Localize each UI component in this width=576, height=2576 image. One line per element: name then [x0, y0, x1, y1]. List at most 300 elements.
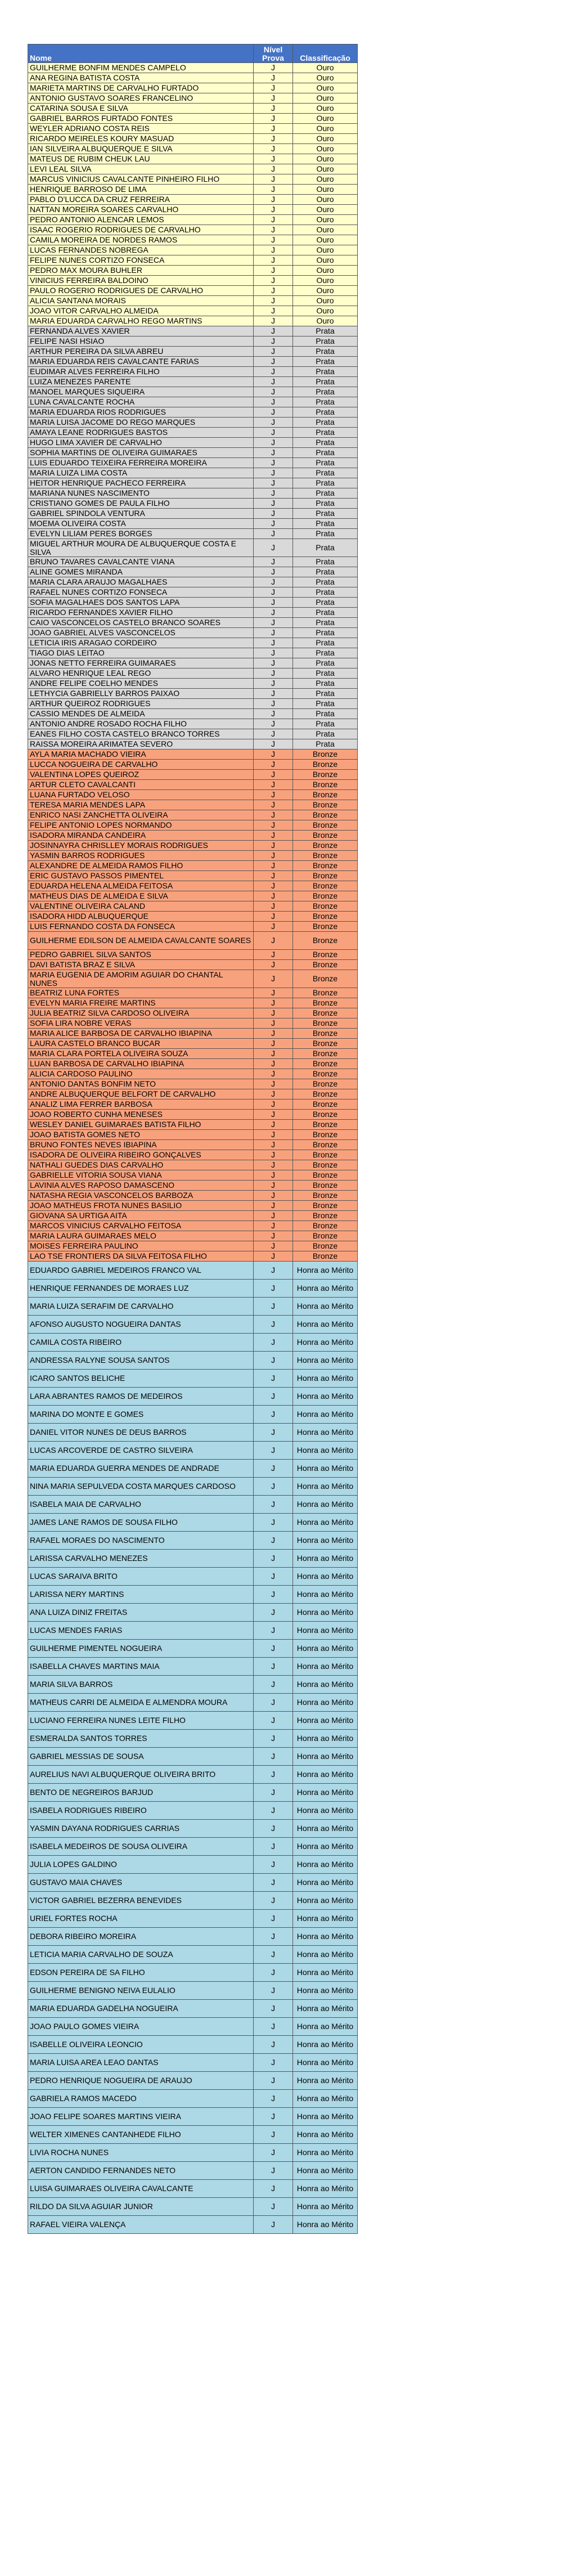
- level-cell[interactable]: J: [254, 266, 293, 276]
- classification-cell[interactable]: Ouro: [293, 93, 358, 104]
- classification-cell[interactable]: Prata: [293, 557, 358, 567]
- classification-cell[interactable]: Ouro: [293, 215, 358, 225]
- student-name-cell[interactable]: LARA ABRANTES RAMOS DE MEDEIROS: [28, 1388, 254, 1406]
- classification-cell[interactable]: Honra ao Mérito: [293, 1784, 358, 1802]
- level-cell[interactable]: J: [254, 638, 293, 648]
- student-name-cell[interactable]: RAFAEL NUNES CORTIZO FONSECA: [28, 587, 254, 598]
- level-cell[interactable]: J: [254, 1820, 293, 1838]
- level-cell[interactable]: J: [254, 618, 293, 628]
- level-cell[interactable]: J: [254, 63, 293, 73]
- student-name-cell[interactable]: CRISTIANO GOMES DE PAULA FILHO: [28, 499, 254, 509]
- classification-cell[interactable]: Prata: [293, 509, 358, 519]
- student-name-cell[interactable]: MANOEL MARQUES SIQUEIRA: [28, 387, 254, 397]
- classification-cell[interactable]: Prata: [293, 326, 358, 336]
- level-cell[interactable]: J: [254, 567, 293, 577]
- level-cell[interactable]: J: [254, 2162, 293, 2180]
- classification-cell[interactable]: Bronze: [293, 1150, 358, 1160]
- student-name-cell[interactable]: VALENTINA LOPES QUEIROZ: [28, 770, 254, 780]
- classification-cell[interactable]: Honra ao Mérito: [293, 1658, 358, 1676]
- level-cell[interactable]: J: [254, 1352, 293, 1370]
- level-cell[interactable]: J: [254, 719, 293, 729]
- student-name-cell[interactable]: ANTONIO DANTAS BONFIM NETO: [28, 1079, 254, 1089]
- classification-cell[interactable]: Honra ao Mérito: [293, 1766, 358, 1784]
- student-name-cell[interactable]: AURELIUS NAVI ALBUQUERQUE OLIVEIRA BRITO: [28, 1766, 254, 1784]
- student-name-cell[interactable]: MARIA ALICE BARBOSA DE CARVALHO IBIAPINA: [28, 1029, 254, 1039]
- student-name-cell[interactable]: CAIO VASCONCELOS CASTELO BRANCO SOARES: [28, 618, 254, 628]
- student-name-cell[interactable]: VALENTINE OLIVEIRA CALAND: [28, 901, 254, 912]
- student-name-cell[interactable]: YASMIN BARROS RODRIGUES: [28, 851, 254, 861]
- classification-cell[interactable]: Honra ao Mérito: [293, 1298, 358, 1316]
- classification-cell[interactable]: Honra ao Mérito: [293, 1406, 358, 1424]
- level-cell[interactable]: J: [254, 861, 293, 871]
- student-name-cell[interactable]: CATARINA SOUSA E SILVA: [28, 104, 254, 114]
- classification-cell[interactable]: Bronze: [293, 1049, 358, 1059]
- level-cell[interactable]: J: [254, 124, 293, 134]
- classification-cell[interactable]: Prata: [293, 628, 358, 638]
- classification-cell[interactable]: Honra ao Mérito: [293, 1640, 358, 1658]
- classification-cell[interactable]: Bronze: [293, 1201, 358, 1211]
- student-name-cell[interactable]: ICARO SANTOS BELICHE: [28, 1370, 254, 1388]
- level-cell[interactable]: J: [254, 1008, 293, 1018]
- level-cell[interactable]: J: [254, 1676, 293, 1694]
- classification-cell[interactable]: Bronze: [293, 891, 358, 901]
- student-name-cell[interactable]: WEYLER ADRIANO COSTA REIS: [28, 124, 254, 134]
- level-cell[interactable]: J: [254, 1622, 293, 1640]
- student-name-cell[interactable]: AERTON CANDIDO FERNANDES NETO: [28, 2162, 254, 2180]
- classification-cell[interactable]: Prata: [293, 336, 358, 347]
- level-cell[interactable]: J: [254, 164, 293, 174]
- student-name-cell[interactable]: EVELYN LILIAM PERES BORGES: [28, 529, 254, 539]
- student-name-cell[interactable]: MARIA SILVA BARROS: [28, 1676, 254, 1694]
- student-name-cell[interactable]: MARIA EDUARDA RIOS RODRIGUES: [28, 407, 254, 418]
- student-name-cell[interactable]: ISABELA RODRIGUES RIBEIRO: [28, 1802, 254, 1820]
- student-name-cell[interactable]: VINICIUS FERREIRA BALDOINO: [28, 276, 254, 286]
- student-name-cell[interactable]: FELIPE ANTONIO LOPES NORMANDO: [28, 820, 254, 831]
- classification-cell[interactable]: Bronze: [293, 1170, 358, 1181]
- level-cell[interactable]: J: [254, 970, 293, 988]
- student-name-cell[interactable]: ANDRE ALBUQUERQUE BELFORT DE CARVALHO: [28, 1089, 254, 1099]
- student-name-cell[interactable]: JULIA LOPES GALDINO: [28, 1856, 254, 1874]
- level-cell[interactable]: J: [254, 458, 293, 468]
- student-name-cell[interactable]: AFONSO AUGUSTO NOGUEIRA DANTAS: [28, 1316, 254, 1334]
- level-cell[interactable]: J: [254, 679, 293, 689]
- student-name-cell[interactable]: MARCUS VINICIUS CAVALCANTE PINHEIRO FILHO: [28, 174, 254, 185]
- level-cell[interactable]: J: [254, 557, 293, 567]
- level-cell[interactable]: J: [254, 93, 293, 104]
- classification-cell[interactable]: Prata: [293, 709, 358, 719]
- classification-cell[interactable]: Honra ao Mérito: [293, 1514, 358, 1532]
- classification-cell[interactable]: Ouro: [293, 255, 358, 266]
- student-name-cell[interactable]: MARIA LUIZA LIMA COSTA: [28, 468, 254, 478]
- level-cell[interactable]: J: [254, 438, 293, 448]
- student-name-cell[interactable]: LAO TSE FRONTIERS DA SILVA FEITOSA FILHO: [28, 1251, 254, 1262]
- student-name-cell[interactable]: SOFIA LIRA NOBRE VERAS: [28, 1018, 254, 1029]
- classification-cell[interactable]: Ouro: [293, 104, 358, 114]
- student-name-cell[interactable]: ANA LUIZA DINIZ FREITAS: [28, 1604, 254, 1622]
- classification-cell[interactable]: Honra ao Mérito: [293, 1532, 358, 1550]
- student-name-cell[interactable]: ALICIA SANTANA MORAIS: [28, 296, 254, 306]
- student-name-cell[interactable]: LUCCA NOGUEIRA DE CARVALHO: [28, 760, 254, 770]
- classification-cell[interactable]: Ouro: [293, 245, 358, 255]
- student-name-cell[interactable]: AMAYA LEANE RODRIGUES BASTOS: [28, 428, 254, 438]
- student-name-cell[interactable]: DANIEL VITOR NUNES DE DEUS BARROS: [28, 1424, 254, 1442]
- classification-cell[interactable]: Honra ao Mérito: [293, 1856, 358, 1874]
- student-name-cell[interactable]: FELIPE NUNES CORTIZO FONSECA: [28, 255, 254, 266]
- classification-cell[interactable]: Bronze: [293, 871, 358, 881]
- level-cell[interactable]: J: [254, 1586, 293, 1604]
- student-name-cell[interactable]: CASSIO MENDES DE ALMEIDA: [28, 709, 254, 719]
- classification-cell[interactable]: Prata: [293, 499, 358, 509]
- student-name-cell[interactable]: JOAO ROBERTO CUNHA MENESES: [28, 1110, 254, 1120]
- student-name-cell[interactable]: ISADORA HIDD ALBUQUERQUE: [28, 912, 254, 922]
- student-name-cell[interactable]: HEITOR HENRIQUE PACHECO FERREIRA: [28, 478, 254, 488]
- level-cell[interactable]: J: [254, 1784, 293, 1802]
- classification-cell[interactable]: Honra ao Mérito: [293, 1460, 358, 1478]
- student-name-cell[interactable]: MIGUEL ARTHUR MOURA DE ALBUQUERQUE COSTA E SILVA: [28, 539, 254, 557]
- level-cell[interactable]: J: [254, 1982, 293, 2000]
- level-cell[interactable]: J: [254, 1964, 293, 1982]
- classification-cell[interactable]: Bronze: [293, 1029, 358, 1039]
- student-name-cell[interactable]: NATTAN MOREIRA SOARES CARVALHO: [28, 205, 254, 215]
- level-cell[interactable]: J: [254, 73, 293, 83]
- level-cell[interactable]: J: [254, 790, 293, 800]
- student-name-cell[interactable]: URIEL FORTES ROCHA: [28, 1910, 254, 1928]
- student-name-cell[interactable]: CAMILA MOREIRA DE NORDES RAMOS: [28, 235, 254, 245]
- level-cell[interactable]: J: [254, 225, 293, 235]
- classification-cell[interactable]: Bronze: [293, 1110, 358, 1120]
- level-cell[interactable]: J: [254, 950, 293, 960]
- classification-cell[interactable]: Bronze: [293, 950, 358, 960]
- level-cell[interactable]: J: [254, 1730, 293, 1748]
- classification-cell[interactable]: Ouro: [293, 286, 358, 296]
- classification-cell[interactable]: Honra ao Mérito: [293, 2162, 358, 2180]
- level-cell[interactable]: J: [254, 1221, 293, 1231]
- level-cell[interactable]: J: [254, 1856, 293, 1874]
- level-cell[interactable]: J: [254, 1442, 293, 1460]
- student-name-cell[interactable]: MARIA CLARA PORTELA OLIVEIRA SOUZA: [28, 1049, 254, 1059]
- classification-cell[interactable]: Bronze: [293, 861, 358, 871]
- student-name-cell[interactable]: ARTUR CLETO CAVALCANTI: [28, 780, 254, 790]
- classification-cell[interactable]: Prata: [293, 648, 358, 658]
- classification-cell[interactable]: Honra ao Mérito: [293, 1550, 358, 1568]
- classification-cell[interactable]: Prata: [293, 458, 358, 468]
- level-cell[interactable]: J: [254, 276, 293, 286]
- classification-cell[interactable]: Bronze: [293, 1079, 358, 1089]
- level-cell[interactable]: J: [254, 215, 293, 225]
- classification-cell[interactable]: Honra ao Mérito: [293, 2000, 358, 2018]
- classification-cell[interactable]: Ouro: [293, 134, 358, 144]
- level-cell[interactable]: J: [254, 306, 293, 316]
- level-cell[interactable]: J: [254, 598, 293, 608]
- level-cell[interactable]: J: [254, 2072, 293, 2090]
- student-name-cell[interactable]: WELTER XIMENES CANTANHEDE FILHO: [28, 2126, 254, 2144]
- student-name-cell[interactable]: BRUNO TAVARES CAVALCANTE VIANA: [28, 557, 254, 567]
- classification-cell[interactable]: Honra ao Mérito: [293, 2180, 358, 2198]
- student-name-cell[interactable]: JOAO MATHEUS FROTA NUNES BASILIO: [28, 1201, 254, 1211]
- classification-cell[interactable]: Prata: [293, 719, 358, 729]
- classification-cell[interactable]: Honra ao Mérito: [293, 2072, 358, 2090]
- student-name-cell[interactable]: ISABELA MEDEIROS DE SOUSA OLIVEIRA: [28, 1838, 254, 1856]
- student-name-cell[interactable]: ENRICO NASI ZANCHETTA OLIVEIRA: [28, 810, 254, 820]
- classification-cell[interactable]: Prata: [293, 387, 358, 397]
- level-cell[interactable]: J: [254, 1550, 293, 1568]
- student-name-cell[interactable]: MARCOS VINICIUS CARVALHO FEITOSA: [28, 1221, 254, 1231]
- level-cell[interactable]: J: [254, 587, 293, 598]
- student-name-cell[interactable]: GABRIELLE VITORIA SOUSA VIANA: [28, 1170, 254, 1181]
- student-name-cell[interactable]: GUILHERME BONFIM MENDES CAMPELO: [28, 63, 254, 73]
- classification-cell[interactable]: Honra ao Mérito: [293, 1910, 358, 1928]
- level-cell[interactable]: J: [254, 1568, 293, 1586]
- level-cell[interactable]: J: [254, 2198, 293, 2216]
- classification-cell[interactable]: Honra ao Mérito: [293, 1892, 358, 1910]
- student-name-cell[interactable]: PEDRO GABRIEL SILVA SANTOS: [28, 950, 254, 960]
- student-name-cell[interactable]: PEDRO ANTONIO ALENCAR LEMOS: [28, 215, 254, 225]
- classification-cell[interactable]: Honra ao Mérito: [293, 1316, 358, 1334]
- classification-cell[interactable]: Bronze: [293, 1191, 358, 1201]
- level-cell[interactable]: J: [254, 932, 293, 950]
- student-name-cell[interactable]: LUIZA MENEZES PARENTE: [28, 377, 254, 387]
- level-cell[interactable]: J: [254, 2180, 293, 2198]
- classification-cell[interactable]: Bronze: [293, 1251, 358, 1262]
- student-name-cell[interactable]: ALICIA CARDOSO PAULINO: [28, 1069, 254, 1079]
- level-cell[interactable]: J: [254, 1099, 293, 1110]
- classification-cell[interactable]: Honra ao Mérito: [293, 1820, 358, 1838]
- classification-cell[interactable]: Ouro: [293, 144, 358, 154]
- student-name-cell[interactable]: MARIA CLARA ARAUJO MAGALHAES: [28, 577, 254, 587]
- level-cell[interactable]: J: [254, 1388, 293, 1406]
- classification-cell[interactable]: Bronze: [293, 1130, 358, 1140]
- student-name-cell[interactable]: PABLO D'LUCCA DA CRUZ FERREIRA: [28, 195, 254, 205]
- student-name-cell[interactable]: SOPHIA MARTINS DE OLIVEIRA GUIMARAES: [28, 448, 254, 458]
- level-cell[interactable]: J: [254, 428, 293, 438]
- level-cell[interactable]: J: [254, 1251, 293, 1262]
- student-name-cell[interactable]: LETICIA MARIA CARVALHO DE SOUZA: [28, 1946, 254, 1964]
- classification-cell[interactable]: Honra ao Mérito: [293, 1730, 358, 1748]
- level-cell[interactable]: J: [254, 468, 293, 478]
- student-name-cell[interactable]: GUILHERME PIMENTEL NOGUEIRA: [28, 1640, 254, 1658]
- classification-cell[interactable]: Honra ao Mérito: [293, 1712, 358, 1730]
- student-name-cell[interactable]: MARIA EDUARDA CARVALHO REGO MARTINS: [28, 316, 254, 326]
- classification-cell[interactable]: Prata: [293, 488, 358, 499]
- student-name-cell[interactable]: MARIA EDUARDA GUERRA MENDES DE ANDRADE: [28, 1460, 254, 1478]
- classification-cell[interactable]: Bronze: [293, 901, 358, 912]
- level-cell[interactable]: J: [254, 800, 293, 810]
- level-cell[interactable]: J: [254, 1140, 293, 1150]
- level-cell[interactable]: J: [254, 134, 293, 144]
- classification-cell[interactable]: Prata: [293, 468, 358, 478]
- level-cell[interactable]: J: [254, 1316, 293, 1334]
- level-cell[interactable]: J: [254, 1181, 293, 1191]
- level-cell[interactable]: J: [254, 1640, 293, 1658]
- student-name-cell[interactable]: GIOVANA SA URTIGA AITA: [28, 1211, 254, 1221]
- classification-cell[interactable]: Ouro: [293, 174, 358, 185]
- level-cell[interactable]: J: [254, 912, 293, 922]
- classification-cell[interactable]: Bronze: [293, 1181, 358, 1191]
- level-cell[interactable]: J: [254, 851, 293, 861]
- classification-cell[interactable]: Honra ao Mérito: [293, 1964, 358, 1982]
- level-cell[interactable]: J: [254, 174, 293, 185]
- level-cell[interactable]: J: [254, 1120, 293, 1130]
- level-cell[interactable]: J: [254, 1496, 293, 1514]
- level-cell[interactable]: J: [254, 1029, 293, 1039]
- student-name-cell[interactable]: HENRIQUE FERNANDES DE MORAES LUZ: [28, 1280, 254, 1298]
- classification-cell[interactable]: Bronze: [293, 1099, 358, 1110]
- classification-cell[interactable]: Honra ao Mérito: [293, 2018, 358, 2036]
- level-cell[interactable]: J: [254, 1910, 293, 1928]
- level-cell[interactable]: J: [254, 1694, 293, 1712]
- level-cell[interactable]: J: [254, 255, 293, 266]
- student-name-cell[interactable]: MOEMA OLIVEIRA COSTA: [28, 519, 254, 529]
- classification-cell[interactable]: Honra ao Mérito: [293, 2090, 358, 2108]
- student-name-cell[interactable]: JAMES LANE RAMOS DE SOUSA FILHO: [28, 1514, 254, 1532]
- level-cell[interactable]: J: [254, 988, 293, 998]
- classification-cell[interactable]: Honra ao Mérito: [293, 1262, 358, 1280]
- classification-cell[interactable]: Prata: [293, 448, 358, 458]
- classification-cell[interactable]: Ouro: [293, 185, 358, 195]
- level-cell[interactable]: J: [254, 1110, 293, 1120]
- student-name-cell[interactable]: LARISSA NERY MARTINS: [28, 1586, 254, 1604]
- student-name-cell[interactable]: JONAS NETTO FERREIRA GUIMARAES: [28, 658, 254, 668]
- classification-cell[interactable]: Honra ao Mérito: [293, 1478, 358, 1496]
- level-cell[interactable]: J: [254, 871, 293, 881]
- level-cell[interactable]: J: [254, 478, 293, 488]
- classification-cell[interactable]: Honra ao Mérito: [293, 1694, 358, 1712]
- classification-cell[interactable]: Honra ao Mérito: [293, 2144, 358, 2162]
- level-cell[interactable]: J: [254, 245, 293, 255]
- classification-cell[interactable]: Ouro: [293, 225, 358, 235]
- student-name-cell[interactable]: BRUNO FONTES NEVES IBIAPINA: [28, 1140, 254, 1150]
- classification-cell[interactable]: Bronze: [293, 1160, 358, 1170]
- level-cell[interactable]: J: [254, 1069, 293, 1079]
- student-name-cell[interactable]: ANA REGINA BATISTA COSTA: [28, 73, 254, 83]
- classification-cell[interactable]: Prata: [293, 689, 358, 699]
- classification-cell[interactable]: Ouro: [293, 316, 358, 326]
- classification-cell[interactable]: Prata: [293, 567, 358, 577]
- classification-cell[interactable]: Bronze: [293, 800, 358, 810]
- classification-cell[interactable]: Ouro: [293, 83, 358, 93]
- student-name-cell[interactable]: BEATRIZ LUNA FORTES: [28, 988, 254, 998]
- classification-cell[interactable]: Honra ao Mérito: [293, 1622, 358, 1640]
- student-name-cell[interactable]: ANALIZ LIMA FERRER BARBOSA: [28, 1099, 254, 1110]
- level-cell[interactable]: J: [254, 1838, 293, 1856]
- student-name-cell[interactable]: GUSTAVO MAIA CHAVES: [28, 1874, 254, 1892]
- level-cell[interactable]: J: [254, 296, 293, 306]
- student-name-cell[interactable]: DEBORA RIBEIRO MOREIRA: [28, 1928, 254, 1946]
- classification-cell[interactable]: Honra ao Mérito: [293, 2036, 358, 2054]
- student-name-cell[interactable]: PEDRO HENRIQUE NOGUEIRA DE ARAUJO: [28, 2072, 254, 2090]
- student-name-cell[interactable]: MATHEUS CARRI DE ALMEIDA E ALMENDRA MOURA: [28, 1694, 254, 1712]
- level-cell[interactable]: J: [254, 1039, 293, 1049]
- classification-cell[interactable]: Honra ao Mérito: [293, 1334, 358, 1352]
- level-cell[interactable]: J: [254, 1748, 293, 1766]
- student-name-cell[interactable]: MARIETA MARTINS DE CARVALHO FURTADO: [28, 83, 254, 93]
- student-name-cell[interactable]: JOAO FELIPE SOARES MARTINS VIEIRA: [28, 2108, 254, 2126]
- level-cell[interactable]: J: [254, 648, 293, 658]
- classification-cell[interactable]: Prata: [293, 397, 358, 407]
- classification-cell[interactable]: Prata: [293, 658, 358, 668]
- student-name-cell[interactable]: ERIC GUSTAVO PASSOS PIMENTEL: [28, 871, 254, 881]
- classification-cell[interactable]: Prata: [293, 668, 358, 679]
- level-cell[interactable]: J: [254, 1424, 293, 1442]
- level-cell[interactable]: J: [254, 1370, 293, 1388]
- level-cell[interactable]: J: [254, 154, 293, 164]
- student-name-cell[interactable]: ISADORA MIRANDA CANDEIRA: [28, 831, 254, 841]
- student-name-cell[interactable]: TERESA MARIA MENDES LAPA: [28, 800, 254, 810]
- student-name-cell[interactable]: BENTO DE NEGREIROS BARJUD: [28, 1784, 254, 1802]
- student-name-cell[interactable]: MARIA LUISA AREA LEAO DANTAS: [28, 2054, 254, 2072]
- level-cell[interactable]: J: [254, 448, 293, 458]
- classification-cell[interactable]: Ouro: [293, 235, 358, 245]
- student-name-cell[interactable]: VICTOR GABRIEL BEZERRA BENEVIDES: [28, 1892, 254, 1910]
- student-name-cell[interactable]: LUCAS FERNANDES NOBREGA: [28, 245, 254, 255]
- classification-cell[interactable]: Prata: [293, 357, 358, 367]
- student-name-cell[interactable]: LAURA CASTELO BRANCO BUCAR: [28, 1039, 254, 1049]
- classification-cell[interactable]: Prata: [293, 347, 358, 357]
- classification-cell[interactable]: Honra ao Mérito: [293, 2198, 358, 2216]
- level-cell[interactable]: J: [254, 1130, 293, 1140]
- classification-cell[interactable]: Bronze: [293, 1241, 358, 1251]
- classification-cell[interactable]: Bronze: [293, 820, 358, 831]
- level-cell[interactable]: J: [254, 529, 293, 539]
- level-cell[interactable]: J: [254, 1406, 293, 1424]
- student-name-cell[interactable]: ARTHUR PEREIRA DA SILVA ABREU: [28, 347, 254, 357]
- level-cell[interactable]: J: [254, 1604, 293, 1622]
- student-name-cell[interactable]: MARIA EUGENIA DE AMORIM AGUIAR DO CHANTAL NUNES: [28, 970, 254, 988]
- student-name-cell[interactable]: MOISES FERREIRA PAULINO: [28, 1241, 254, 1251]
- classification-cell[interactable]: Prata: [293, 618, 358, 628]
- classification-cell[interactable]: Prata: [293, 428, 358, 438]
- student-name-cell[interactable]: LAVINIA ALVES RAPOSO DAMASCENO: [28, 1181, 254, 1191]
- student-name-cell[interactable]: ARTHUR QUEIROZ RODRIGUES: [28, 699, 254, 709]
- student-name-cell[interactable]: YASMIN DAYANA RODRIGUES CARRIAS: [28, 1820, 254, 1838]
- student-name-cell[interactable]: RAFAEL MORAES DO NASCIMENTO: [28, 1532, 254, 1550]
- student-name-cell[interactable]: LUCIANO FERREIRA NUNES LEITE FILHO: [28, 1712, 254, 1730]
- level-cell[interactable]: J: [254, 1079, 293, 1089]
- classification-cell[interactable]: Bronze: [293, 1140, 358, 1150]
- student-name-cell[interactable]: EDUARDA HELENA ALMEIDA FEITOSA: [28, 881, 254, 891]
- level-cell[interactable]: J: [254, 1150, 293, 1160]
- level-cell[interactable]: J: [254, 1460, 293, 1478]
- student-name-cell[interactable]: LUNA CAVALCANTE ROCHA: [28, 397, 254, 407]
- student-name-cell[interactable]: ANDRE FELIPE COELHO MENDES: [28, 679, 254, 689]
- level-cell[interactable]: J: [254, 770, 293, 780]
- student-name-cell[interactable]: EUDIMAR ALVES FERREIRA FILHO: [28, 367, 254, 377]
- student-name-cell[interactable]: GUILHERME BENIGNO NEIVA EULALIO: [28, 1982, 254, 2000]
- student-name-cell[interactable]: WESLEY DANIEL GUIMARAES BATISTA FILHO: [28, 1120, 254, 1130]
- level-cell[interactable]: J: [254, 1874, 293, 1892]
- classification-cell[interactable]: Bronze: [293, 841, 358, 851]
- student-name-cell[interactable]: ISABELLE OLIVEIRA LEONCIO: [28, 2036, 254, 2054]
- classification-cell[interactable]: Ouro: [293, 124, 358, 134]
- level-cell[interactable]: J: [254, 195, 293, 205]
- student-name-cell[interactable]: ALINE GOMES MIRANDA: [28, 567, 254, 577]
- student-name-cell[interactable]: RILDO DA SILVA AGUIAR JUNIOR: [28, 2198, 254, 2216]
- student-name-cell[interactable]: JOAO GABRIEL ALVES VASCONCELOS: [28, 628, 254, 638]
- classification-cell[interactable]: Bronze: [293, 1008, 358, 1018]
- student-name-cell[interactable]: LEVI LEAL SILVA: [28, 164, 254, 174]
- level-cell[interactable]: J: [254, 810, 293, 820]
- classification-cell[interactable]: Prata: [293, 367, 358, 377]
- student-name-cell[interactable]: MARIA LAURA GUIMARAES MELO: [28, 1231, 254, 1241]
- classification-cell[interactable]: Honra ao Mérito: [293, 1748, 358, 1766]
- level-cell[interactable]: J: [254, 1211, 293, 1221]
- classification-cell[interactable]: Prata: [293, 539, 358, 557]
- classification-cell[interactable]: Ouro: [293, 195, 358, 205]
- level-cell[interactable]: J: [254, 235, 293, 245]
- student-name-cell[interactable]: ISADORA DE OLIVEIRA RIBEIRO GONÇALVES: [28, 1150, 254, 1160]
- student-name-cell[interactable]: JOAO VITOR CARVALHO ALMEIDA: [28, 306, 254, 316]
- classification-cell[interactable]: Ouro: [293, 276, 358, 286]
